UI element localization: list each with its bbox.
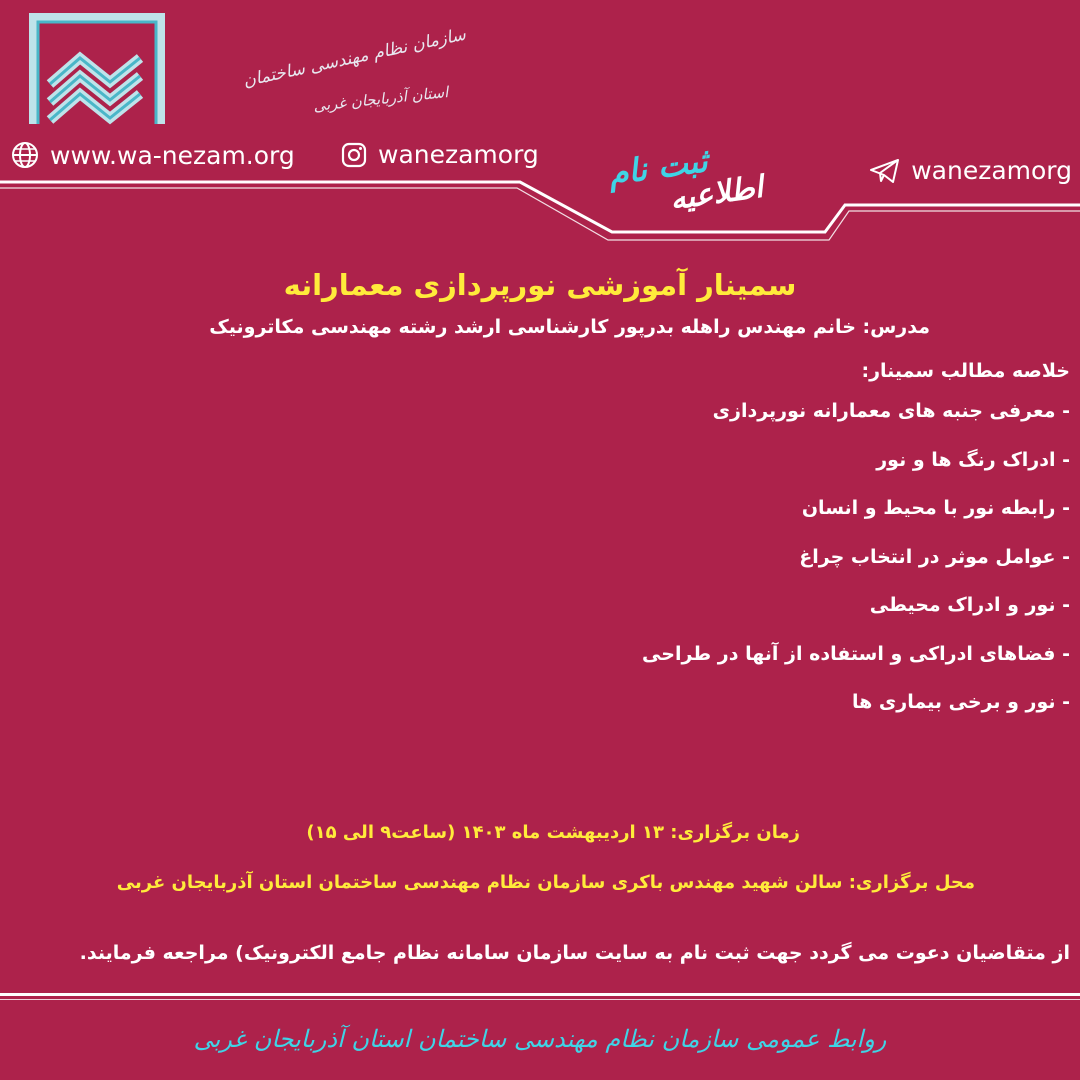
topic-item: - معرفی جنبه های معمارانه نورپردازی [712,400,1070,422]
main-content [40,268,1070,736]
invitation-line: از متقاضیان دعوت می گردد جهت ثبت نام به سایت سازمان سامانه نظام جامع الکترونیک) مراجعه فرمایند. [79,942,1070,964]
seminar-title: سمینار آموزشی نورپردازی معمارانه [283,268,797,302]
topic-item: - رابطه نور با محیط و انسان [801,497,1070,519]
venue-line: محل برگزاری: سالن شهید مهندس باکری سازمان نظام مهندسی ساختمان استان آذربایجان غربی [116,872,975,893]
instagram-icon [340,141,368,169]
organization-name-logo [178,24,468,130]
instagram-link[interactable] [340,140,539,169]
registration-notice-title [600,140,830,230]
telegram-link[interactable] [869,156,1072,185]
topic-item: - فضاهای ادراکی و استفاده از آنها در طراحی [642,642,1070,665]
topic-item: - نور و ادراک محیطی [869,594,1070,616]
org-name-line1: سازمان نظام مهندسی ساختمان [241,24,468,92]
instagram-handle: wanezamorg [378,140,539,169]
schedule-line: زمان برگزاری: ۱۳ اردیبهشت ماه ۱۴۰۳ (ساعت۹ الی ۱۵) [306,822,800,843]
footer-divider-thin [0,999,1080,1000]
telegram-icon [869,157,901,185]
footer-divider [0,993,1080,996]
footer-signature: روابط عمومی سازمان نظام مهندسی ساختمان استان آذربایجان غربی [193,1025,887,1053]
organization-logo [28,12,166,134]
topic-item: - عوامل موثر در انتخاب چراغ [799,545,1070,568]
topic-item: - نور و برخی بیماری ها [851,691,1070,713]
topics-list [40,396,1070,736]
org-name-line2: استان آذربایجان غربی [311,82,449,116]
instructor-line: مدرس: خانم مهندس راهله بدرپور کارشناسی ارشد رشته مهندسی مکاترونیک [209,316,930,338]
telegram-handle: wanezamorg [911,156,1072,185]
summary-heading: خلاصه مطالب سمینار: [861,360,1070,382]
globe-icon [10,140,40,170]
website-text: www.wa-nezam.org [50,140,295,170]
website-link[interactable] [10,140,295,170]
topic-item: - ادراک رنگ ها و نور [876,448,1070,471]
banner-word-notice: اطلاعیه [668,169,766,218]
banner-word-registration: ثبت نام [605,141,710,193]
